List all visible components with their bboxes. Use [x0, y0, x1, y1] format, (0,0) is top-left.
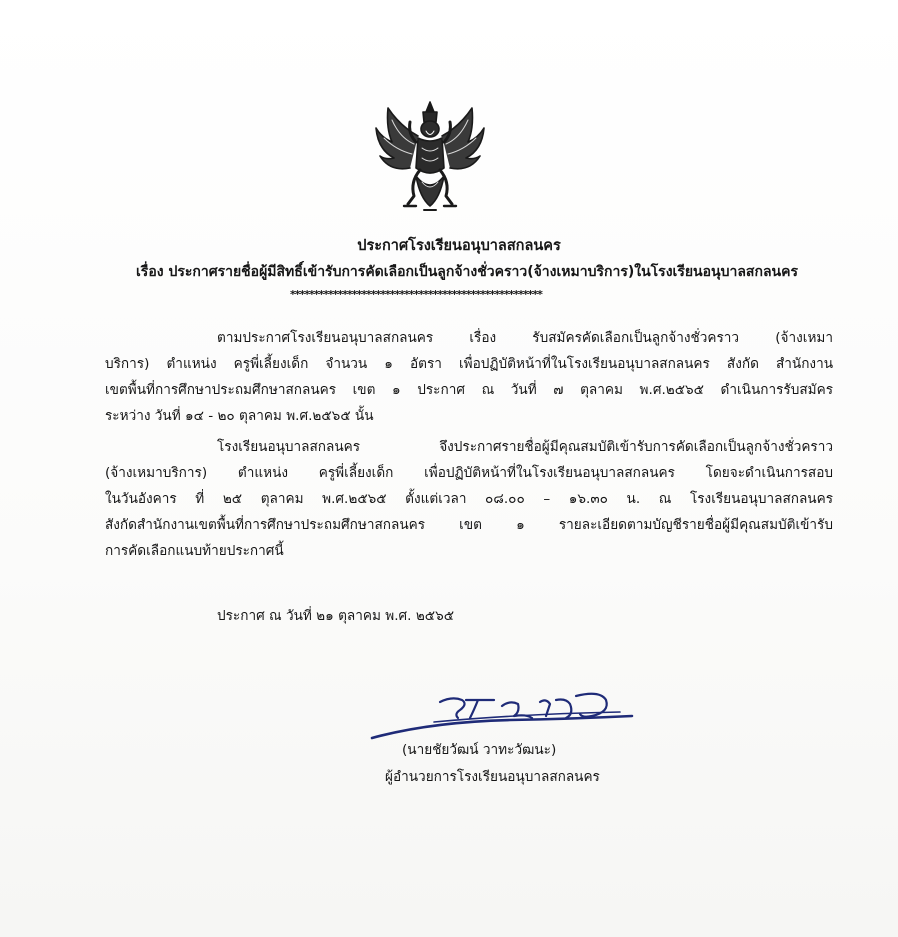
- document-subject: เรื่อง ประกาศรายชื่อผู้มีสิทธิ์เข้ารับการคัดเลือกเป็นลูกจ้างชั่วคราว(จ้างเหมาบริการ)ในโรงเรียนอนุบาลสกลนคร: [136, 264, 798, 280]
- signer-position: ผู้อำนวยการโรงเรียนอนุบาลสกลนคร: [385, 769, 600, 785]
- paragraph-line: ตามประกาศโรงเรียนอนุบาลสกลนคร เรื่อง รับสมัครคัดเลือกเป็นลูกจ้างชั่วคราว (จ้างเหมา: [217, 330, 833, 346]
- paragraph-line: ระหว่าง วันที่ ๑๔ - ๒๐ ตุลาคม พ.ศ.๒๕๖๕ นั้น: [105, 408, 374, 424]
- title-separator: *****************************************************: [290, 288, 542, 301]
- garuda-emblem-icon: [370, 98, 490, 220]
- paragraph-line: (จ้างเหมาบริการ) ตำแหน่ง ครูพี่เลี้ยงเด็ก เพื่อปฏิบัติหน้าที่ในโรงเรียนอนุบาลสกลนคร โดยจะดำเนินการสอบ: [105, 465, 833, 481]
- paragraph-line: การคัดเลือกแนบท้ายประกาศนี้: [105, 543, 284, 559]
- paragraph-line: บริการ) ตำแหน่ง ครูพี่เลี้ยงเด็ก จำนวน ๑ อัตรา เพื่อปฏิบัติหน้าที่ในโรงเรียนอนุบาลสกลนคร สังกัด สำนักงาน: [105, 356, 833, 372]
- paragraph-line: ในวันอังคาร ที่ ๒๕ ตุลาคม พ.ศ.๒๕๖๕ ตั้งแต่เวลา ๐๘.๐๐ – ๑๖.๓๐ น. ณ โรงเรียนอนุบาลสกลนคร: [105, 491, 833, 507]
- document-title: ประกาศโรงเรียนอนุบาลสกลนคร: [357, 238, 561, 254]
- handwritten-signature-icon: [370, 688, 635, 743]
- paragraph-line: เขตพื้นที่การศึกษาประถมศึกษาสกลนคร เขต ๑ ประกาศ ณ วันที่ ๗ ตุลาคม พ.ศ.๒๕๖๕ ดำเนินการรับสมัคร: [105, 382, 833, 398]
- paragraph-line: สังกัดสำนักงานเขตพื้นที่การศึกษาประถมศึกษาสกลนคร เขต ๑ รายละเอียดตามบัญชีรายชื่อผู้มีคุณสมบัติเข้ารับ: [105, 517, 833, 533]
- signer-name: (นายชัยวัฒน์ วาทะวัฒนะ): [402, 742, 557, 758]
- paragraph-line: โรงเรียนอนุบาลสกลนคร จึงประกาศรายชื่อผู้มีคุณสมบัติเข้ารับการคัดเลือกเป็นลูกจ้างชั่วคราว: [217, 439, 833, 455]
- announcement-date: ประกาศ ณ วันที่ ๒๑ ตุลาคม พ.ศ. ๒๕๖๕: [217, 608, 454, 624]
